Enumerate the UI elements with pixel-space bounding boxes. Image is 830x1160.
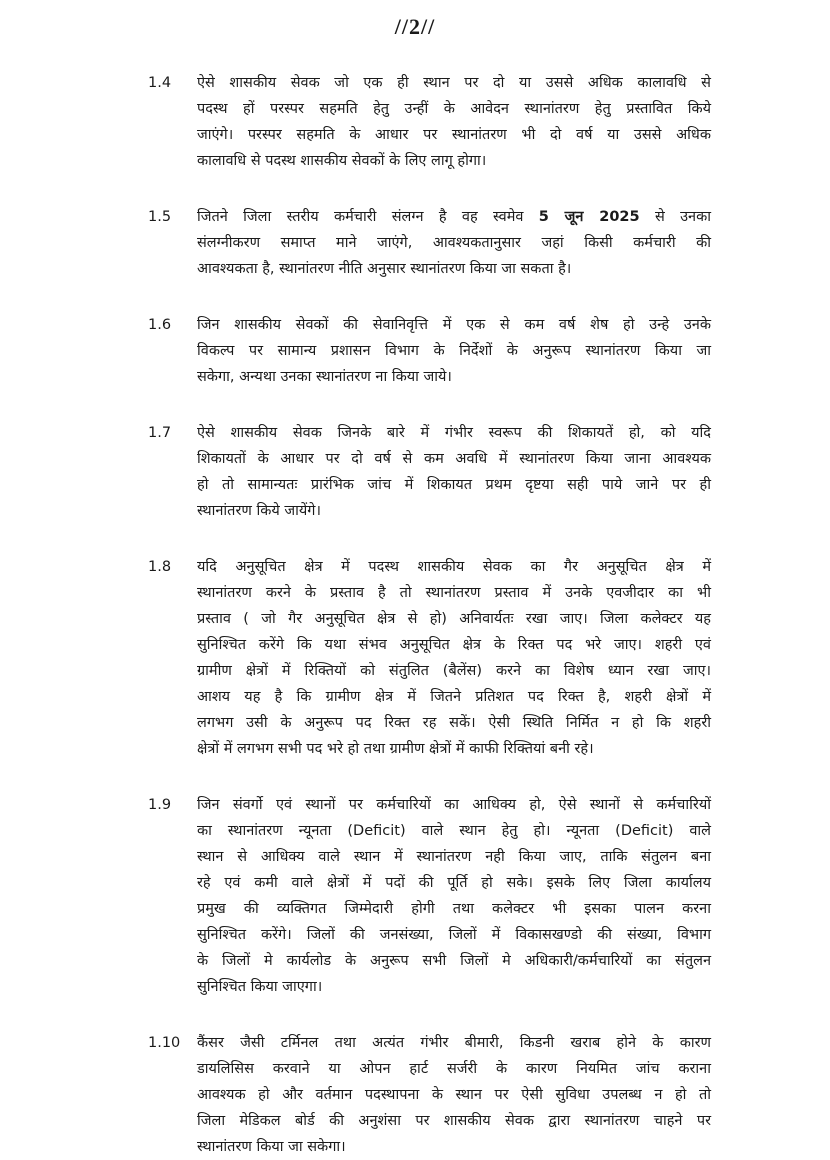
clause-line: क्षेत्रों में लगभग सभी पद भरे हो तथा ग्रामीण क्षेत्रों में काफी रिक्तियां बनी रहे। (197, 741, 594, 757)
clause-line: प्रमुख की व्यक्तिगत जिम्मेदारी होगी तथा कलेक्टर भी इसका पालन करना (197, 901, 711, 917)
clause-line: स्थान से आधिक्य वाले स्थान में स्थानांतरण नही किया जाए, ताकि संतुलन बना (197, 849, 711, 865)
clause-line-part: से उनका (639, 209, 711, 225)
clause-line: जिला मेडिकल बोर्ड की अनुशंसा पर शासकीय सेवक द्वारा स्थानांतरण चाहने पर (197, 1113, 711, 1129)
clause-line: कालावधि से पदस्थ शासकीय सेवकों के लिए लागू होगा। (197, 153, 487, 169)
clause-line: आशय यह है कि ग्रामीण क्षेत्र में जितने प्रतिशत पद रिक्त है, शहरी क्षेत्रों में (197, 689, 711, 705)
clause-line: प्रस्ताव ( जो गैर अनुसूचित क्षेत्र से हो) अनिवार्यतः रखा जाए। जिला कलेक्टर यह (197, 611, 711, 627)
clause-line: सकेगा, अन्यथा उनका स्थानांतरण ना किया जाये। (197, 369, 452, 385)
clause-number: 1.9 (148, 797, 172, 813)
clause-line: जाएंगे। परस्पर सहमति के आधार पर स्थानांतरण भी दो वर्ष या उससे अधिक (197, 127, 711, 143)
clause-1-6 (0, 312, 830, 390)
clause-text (197, 420, 711, 524)
clause-text (197, 554, 711, 762)
clause-line: ऐसे शासकीय सेवक जो एक ही स्थान पर दो या उससे अधिक कालावधि से (197, 75, 711, 91)
clause-line: ऐसे शासकीय सेवक जिनके बारे में गंभीर स्वरूप की शिकायतें हो, को यदि (197, 425, 711, 441)
clause-line: यदि अनुसूचित क्षेत्र में पदस्थ शासकीय सेवक का गैर अनुसूचित क्षेत्र में (197, 559, 711, 575)
clause-line: आवश्यक हो और वर्तमान पदस्थापना के स्थान पर ऐसी सुविधा उपलब्ध न हो तो (197, 1087, 711, 1103)
clause-list (0, 70, 830, 1160)
clause-line: जिन शासकीय सेवकों की सेवानिवृत्ति में एक से कम वर्ष शेष हो उन्हे उनके (197, 317, 711, 333)
clause-text (197, 792, 711, 1000)
clause-line: डायलिसिस करवाने या ओपन हार्ट सर्जरी के कारण नियमित जांच कराना (197, 1061, 711, 1077)
clause-line: पदस्थ हों परस्पर सहमति हेतु उन्हीं के आवेदन स्थानांतरण हेतु प्रस्तावित किये (197, 101, 711, 117)
clause-line: हो तो सामान्यतः प्रारंभिक जांच में शिकायत प्रथम दृष्टया सही पाये जाने पर ही (197, 477, 711, 493)
clause-line: ग्रामीण क्षेत्रों में रिक्तियों को संतुलित (बैलेंस) करने का विशेष ध्यान रखा जाए। (197, 663, 711, 679)
clause-line: आवश्यकता है, स्थानांतरण नीति अनुसार स्थानांतरण किया जा सकता है। (197, 261, 572, 277)
effective-date: 5 जून 2025 (538, 209, 640, 225)
clause-text (197, 312, 711, 390)
clause-number: 1.6 (148, 317, 172, 333)
clause-line: सुनिश्चित करेंगे कि यथा संभव अनुसूचित क्षेत्र के रिक्त पद भरे जाए। शहरी एवं (197, 637, 711, 653)
clause-line: जिन संवर्गो एवं स्थानों पर कर्मचारियों का आधिक्य हो, ऐसे स्थानों से कर्मचारियों (197, 797, 711, 813)
clause-1-5 (0, 204, 830, 282)
clause-number: 1.8 (148, 559, 172, 575)
clause-line: के जिलों मे कार्यलोड के अनुरूप सभी जिलों मे अधिकारी/कर्मचारियों का संतुलन (197, 953, 711, 969)
clause-line: सुनिश्चित करेंगे। जिलों की जनसंख्या, जिलों में विकासखण्डो की संख्या, विभाग (197, 927, 711, 943)
clause-text (197, 204, 711, 282)
clause-1-9 (0, 792, 830, 1000)
clause-text (197, 70, 711, 174)
clause-number: 1.7 (148, 425, 172, 441)
clause-line: शिकायतों के आधार पर दो वर्ष से कम अवधि में स्थानांतरण किया जाना आवश्यक (197, 451, 711, 467)
clause-line: स्थानांतरण किया जा सकेगा। (197, 1139, 346, 1155)
clause-line: का स्थानांतरण न्यूनता (Deficit) वाले स्थान हेतु हो। न्यूनता (Deficit) वाले (197, 823, 711, 839)
clause-1-4 (0, 70, 830, 174)
clause-1-7 (0, 420, 830, 524)
clause-line: लगभग उसी के अनुरूप पद रिक्त रह सकें। ऐसी स्थिति निर्मित न हो कि शहरी (197, 715, 711, 731)
clause-number: 1.5 (148, 209, 172, 225)
clause-line: कैंसर जैसी टर्मिनल तथा अत्यंत गंभीर बीमारी, किडनी खराब होने के कारण (197, 1035, 711, 1051)
clause-line: रहे एवं कमी वाले क्षेत्रों में पदों की पूर्ति हो सके। इसके लिए जिला कार्यालय (197, 875, 711, 891)
clause-text (197, 1030, 711, 1160)
clause-line: संलग्नीकरण समाप्त माने जाएंगे, आवश्यकतानुसार जहां किसी कर्मचारी की (197, 235, 711, 251)
clause-number: 1.4 (148, 75, 172, 91)
clause-line: विकल्प पर सामान्य प्रशासन विभाग के निर्देशों के अनुरूप स्थानांतरण किया जा (197, 343, 711, 359)
clause-1-8 (0, 554, 830, 762)
clause-line-part: जितने जिला स्तरीय कर्मचारी संलग्न है वह स्वमेव (197, 209, 539, 225)
clause-line: स्थानांतरण करने के प्रस्ताव है तो स्थानांतरण प्रस्ताव में उनके एवजीदार का भी (197, 585, 711, 601)
clause-1-10 (0, 1030, 830, 1160)
clause-line: सुनिश्चित किया जाएगा। (197, 979, 323, 995)
clause-line (197, 204, 711, 230)
clause-line: स्थानांतरण किये जायेंगे। (197, 503, 321, 519)
page-number: //2// (394, 14, 436, 39)
clause-number: 1.10 (148, 1035, 181, 1051)
